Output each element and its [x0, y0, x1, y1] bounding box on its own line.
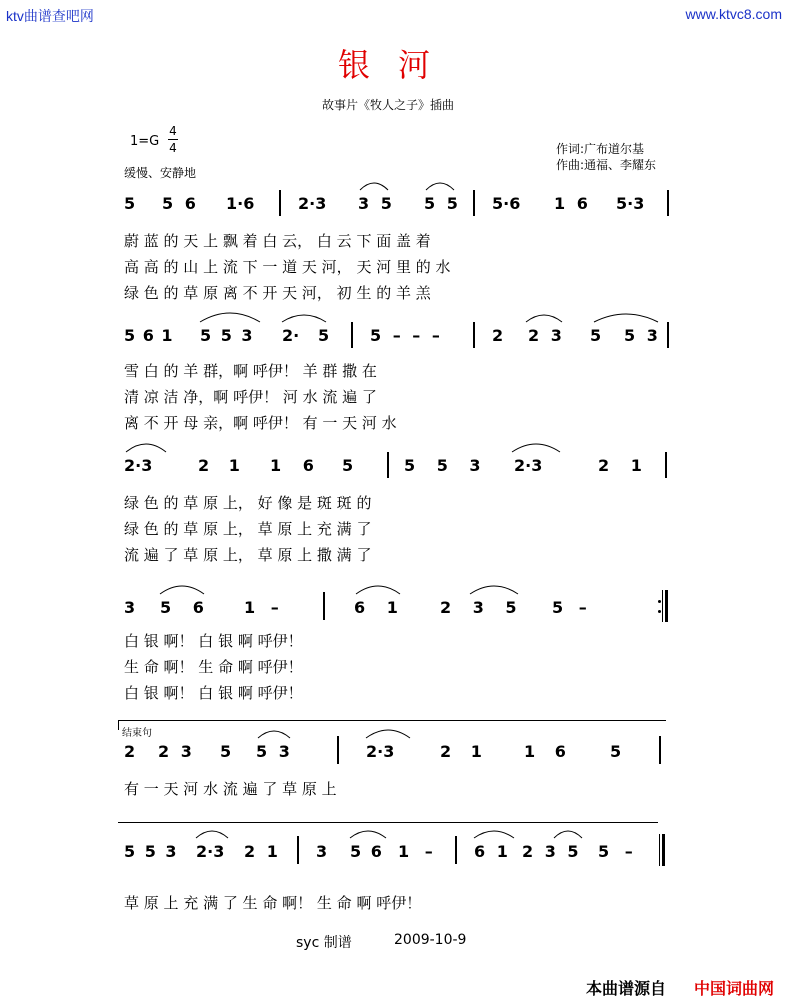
lyric-line: 流 遍 了 草 原 上， 草 原 上 撒 满 了	[124, 546, 372, 564]
note-group: 5 6	[350, 842, 382, 861]
lyric-line: 蔚 蓝 的 天 上 飘 着 白 云， 白 云 下 面 盖 着	[124, 232, 431, 250]
note-group: 6 1	[354, 598, 398, 617]
lyric-line: 生 命 啊！ 生 命 啊 呼伊！	[124, 658, 303, 676]
note-group: 2 3 5	[440, 598, 517, 617]
composer-credit: 作曲:通福、李耀东	[556, 158, 657, 172]
note-group: 5 –	[598, 842, 633, 861]
note-group: 1 6	[270, 456, 314, 475]
note-group: 2·3	[124, 456, 153, 475]
note-group: 2·3	[514, 456, 543, 475]
note-group: 5 6	[162, 194, 196, 213]
lyric-line: 绿 色 的 草 原 上， 草 原 上 充 满 了	[124, 520, 372, 538]
note-group: 2 3	[158, 742, 192, 761]
note-group: 2 1	[440, 742, 482, 761]
lyric-line: 白 银 啊！ 白 银 啊 呼伊！	[124, 684, 303, 702]
note-group: 5 3	[624, 326, 658, 345]
footer-source-label: 本曲谱源自	[586, 979, 667, 998]
note-group: 5 –	[552, 598, 587, 617]
note-group: 3	[124, 598, 136, 617]
song-title: 银河	[338, 46, 459, 84]
site-name-left[interactable]: ktv曲谱查吧网	[6, 8, 94, 24]
note-group: 3 5	[358, 194, 392, 213]
note-group: 1 6	[524, 742, 566, 761]
note-group: 5	[342, 456, 354, 475]
lyric-line: 高 高 的 山 上 流 下 一 道 天 河， 天 河 里 的 水	[124, 258, 451, 276]
note-group: 5	[124, 194, 136, 213]
note-group: 5·3	[616, 194, 645, 213]
lyricist-credit: 作词:广布道尔基	[556, 142, 645, 156]
note-group: 5 5	[424, 194, 458, 213]
song-subtitle: 故事片《牧人之子》插曲	[322, 98, 455, 112]
note-group: 3	[316, 842, 328, 861]
ending-label: 结束句	[122, 728, 152, 739]
note-group: 5 5 3	[124, 842, 177, 861]
note-group: 2 1	[244, 842, 278, 861]
time-signature-top: 4	[169, 124, 177, 138]
lyric-line: 草 原 上 充 满 了 生 命 啊！ 生 命 啊 呼伊！	[124, 894, 422, 912]
lyric-line: 雪 白 的 羊 群，啊 呼伊！ 羊 群 撒 在	[124, 362, 377, 380]
lyric-line: 清 凉 洁 净，啊 呼伊！ 河 水 流 遍 了	[124, 388, 377, 406]
transcriber-credit: syc 制谱	[296, 935, 352, 951]
lyric-line: 有 一 天 河 水 流 遍 了 草 原 上	[124, 780, 337, 798]
note-group: 1 6	[554, 194, 588, 213]
tempo-marking: 缓慢、安静地	[124, 166, 197, 180]
note-group: 2·3	[196, 842, 225, 861]
note-group: 5 5 3	[404, 456, 481, 475]
note-group: 2	[492, 326, 504, 345]
note-group: 2·3	[298, 194, 327, 213]
transcription-date: 2009-10-9	[394, 932, 467, 948]
note-group: 5	[610, 742, 622, 761]
note-group: 2·	[282, 326, 300, 345]
lyric-line: 白 银 啊！ 白 银 啊 呼伊！	[124, 632, 303, 650]
note-group: 5 – – –	[370, 326, 440, 345]
note-group: 1·6	[226, 194, 255, 213]
note-group: 5	[220, 742, 232, 761]
note-group: 2 3 5	[522, 842, 579, 861]
key-signature: 1=G	[130, 134, 160, 149]
time-signature-bottom: 4	[169, 141, 177, 155]
note-group: 1 –	[398, 842, 433, 861]
note-group: 2	[124, 742, 136, 761]
note-group: 5 3	[256, 742, 290, 761]
lyric-line: 离 不 开 母 亲，啊 呼伊！ 有 一 天 河 水	[124, 414, 397, 432]
note-group: 5 6 1	[124, 326, 173, 345]
note-group: 2 1	[198, 456, 240, 475]
note-group: 2 3	[528, 326, 562, 345]
footer-site-link[interactable]: 中国词曲网	[694, 979, 775, 998]
note-group: 2 1	[598, 456, 642, 475]
note-group: 5 6	[160, 598, 204, 617]
site-url-right[interactable]: www.ktvc8.com	[685, 6, 782, 22]
note-group: 1 –	[244, 598, 279, 617]
lyric-line: 绿 色 的 草 原 离 不 开 天 河， 初 生 的 羊 羔	[124, 284, 431, 302]
note-group: 2·3	[366, 742, 395, 761]
note-group: 5 5 3	[200, 326, 253, 345]
note-group: 6 1	[474, 842, 508, 861]
note-group: 5	[318, 326, 330, 345]
lyric-line: 绿 色 的 草 原 上， 好 像 是 斑 斑 的	[124, 494, 372, 512]
note-group: 5	[590, 326, 602, 345]
note-group: 5·6	[492, 194, 521, 213]
